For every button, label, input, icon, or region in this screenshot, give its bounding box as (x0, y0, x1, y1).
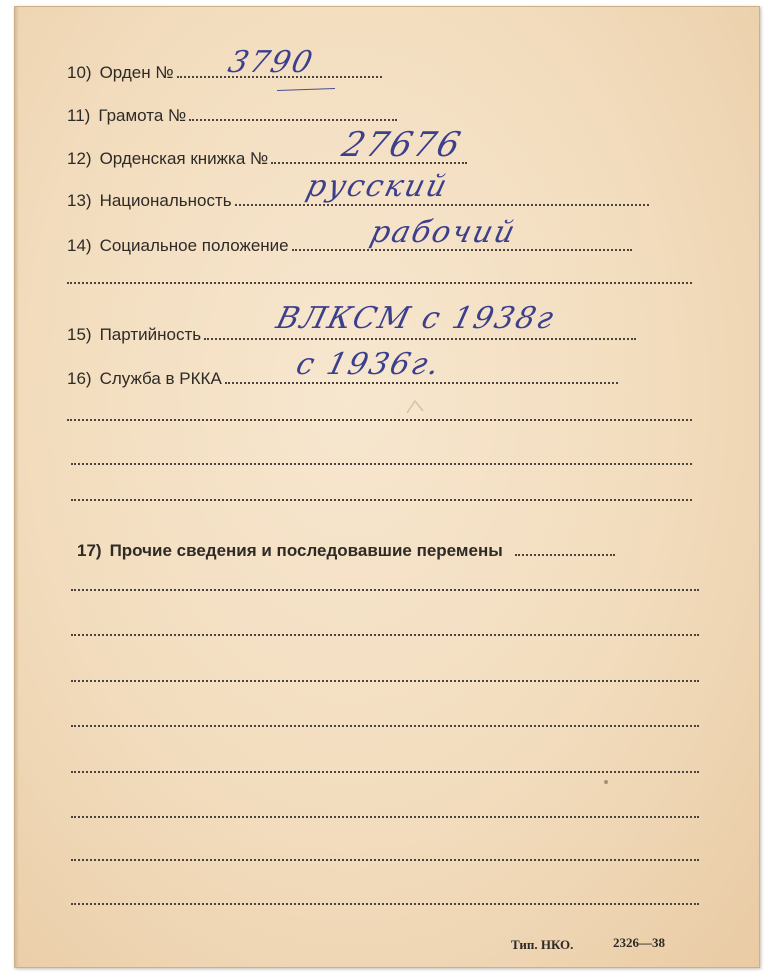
dotted-fill-line (235, 204, 649, 206)
field-number: 11) (67, 106, 91, 125)
field-label: Прочие сведения и последовавшие перемены (109, 541, 503, 560)
award-record-card (14, 6, 760, 968)
field-label: Орденская книжка № (99, 149, 269, 168)
dotted-rule (71, 499, 692, 501)
handwritten-booklet-number: 27676 (338, 125, 467, 165)
dotted-rule (71, 859, 699, 861)
field-other-information (77, 541, 615, 561)
print-code: 2326—38 (613, 935, 665, 950)
field-order-number (67, 63, 382, 83)
handwritten-order-number: 3790 (224, 45, 318, 80)
dotted-rule (71, 771, 699, 773)
dotted-rule (67, 419, 692, 421)
field-number: 15) (67, 325, 92, 344)
handwritten-party-membership: ВЛКСМ с 1938г (272, 301, 559, 336)
dotted-fill-line (515, 554, 615, 556)
field-social-status (67, 236, 632, 256)
field-number: 14) (67, 236, 92, 255)
dotted-rule (71, 903, 699, 905)
dotted-fill-line (225, 382, 618, 384)
card-edge-shading (15, 7, 19, 967)
field-label: Социальное положение (99, 236, 289, 255)
dotted-fill-line (204, 338, 636, 340)
dotted-rule (71, 589, 699, 591)
handwritten-underline (277, 88, 335, 91)
handwritten-nationality: русский (302, 169, 453, 204)
field-label: Партийность (99, 325, 202, 344)
field-label: Служба в РККА (99, 369, 222, 388)
field-number: 10) (67, 63, 92, 82)
dotted-rule (71, 680, 699, 682)
field-certificate-number (67, 106, 397, 126)
printer-imprint: Тип. НКО. (511, 937, 574, 952)
field-number: 16) (67, 369, 92, 388)
paper-speck (601, 777, 611, 787)
handwritten-social-status: рабочий (366, 215, 521, 250)
dotted-rule (71, 725, 699, 727)
dotted-rule (71, 816, 699, 818)
field-label: Грамота № (98, 106, 187, 125)
dotted-fill-line (189, 119, 397, 121)
field-label: Национальность (99, 191, 232, 210)
field-label: Орден № (99, 63, 174, 82)
paper-crease-mark (405, 399, 425, 415)
dotted-rule (67, 282, 692, 284)
field-number: 12) (67, 149, 92, 168)
dotted-rule (71, 463, 692, 465)
field-number: 17) (77, 541, 102, 560)
handwritten-service-date: с 1936г. (292, 347, 445, 382)
dotted-rule (71, 634, 699, 636)
field-number: 13) (67, 191, 92, 210)
